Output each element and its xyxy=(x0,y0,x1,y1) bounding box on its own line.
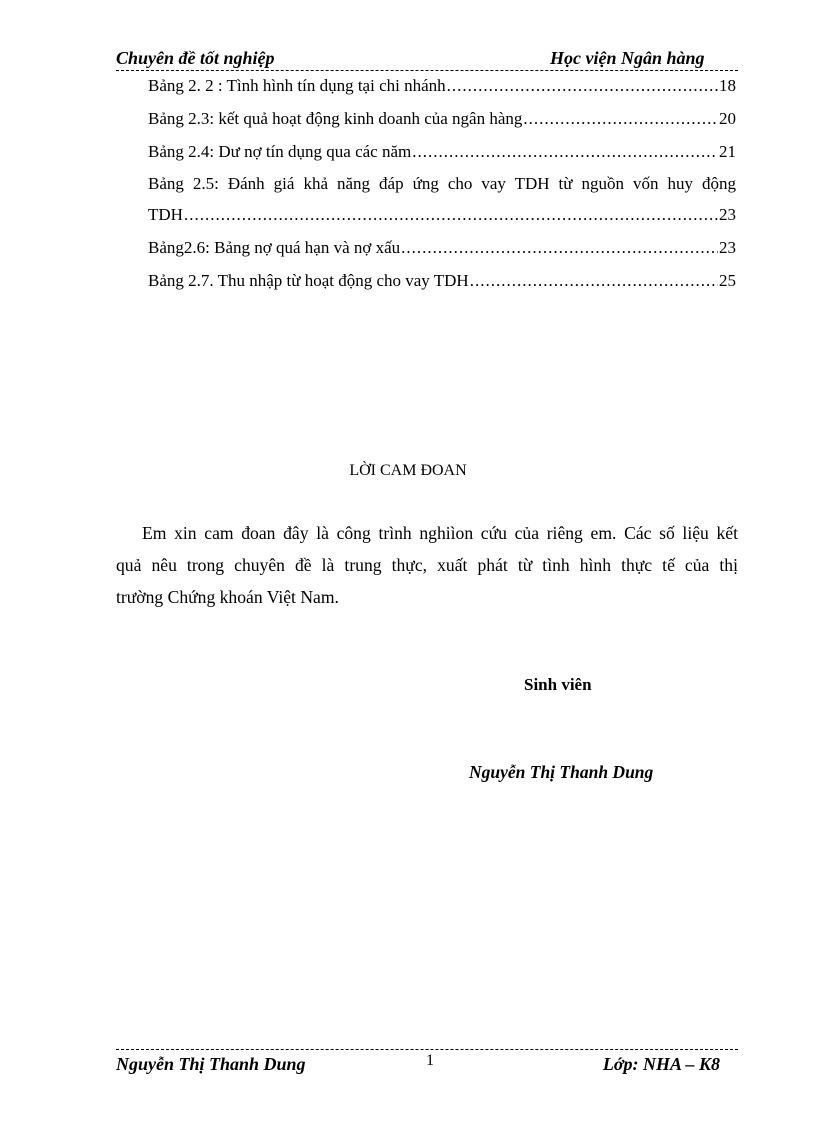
toc-entry-label: Bảng 2.4: Dư nợ tín dụng qua các năm xyxy=(148,142,412,161)
toc-entry-page: 23 xyxy=(719,238,736,257)
toc-entry xyxy=(148,205,736,229)
header-left-title: Chuyên đề tốt nghiệp xyxy=(116,48,275,68)
toc-leader-dots xyxy=(184,205,718,225)
signature-label: Sinh viên xyxy=(524,675,592,694)
toc-entry xyxy=(148,142,736,166)
toc-entry-wrapped-line: Bảng 2.5: Đánh giá khả năng đáp ứng cho vay TDH từ nguồn vốn huy động xyxy=(148,174,736,193)
toc-leader-dots xyxy=(470,271,718,291)
declaration-title: LỜI CAM ĐOAN xyxy=(349,462,467,479)
toc-leader-dots xyxy=(412,142,718,162)
toc-entry-page: 21 xyxy=(719,142,736,161)
toc-entry xyxy=(148,109,736,133)
header-divider xyxy=(116,70,738,71)
footer-class: Lớp: NHA – K8 xyxy=(602,1054,720,1074)
toc-entry-page: 23 xyxy=(719,205,736,224)
toc-entry-page: 18 xyxy=(719,76,736,95)
signature-name: Nguyễn Thị Thanh Dung xyxy=(469,762,654,782)
toc-entry-label: Bảng 2.3: kết quả hoạt động kinh doanh của ngân hàng xyxy=(148,109,523,128)
footer-divider xyxy=(116,1049,738,1050)
footer-author: Nguyễn Thị Thanh Dung xyxy=(116,1054,306,1074)
page-footer xyxy=(116,1044,738,1084)
toc-leader-dots xyxy=(447,76,718,96)
toc-entry-label: Bảng2.6: Bảng nợ quá hạn và nợ xấu xyxy=(148,238,401,257)
paragraph-line: trường Chứng khoán Việt Nam. xyxy=(116,587,339,607)
paragraph-line: quả nêu trong chuyên đề là trung thực, xuất phát từ tình hình thực tế của thị xyxy=(116,555,738,575)
toc-leader-dots xyxy=(401,238,718,258)
header-right-title: Học viện Ngân hàng xyxy=(550,48,705,68)
toc-entry xyxy=(148,271,736,295)
toc-entry-label: Bảng 2.7. Thu nhập từ hoạt động cho vay TDH xyxy=(148,271,469,290)
toc-entry xyxy=(148,76,736,100)
toc-entry-label: Bảng 2. 2 : Tình hình tín dụng tại chi nhánh xyxy=(148,76,446,95)
page-number: 1 xyxy=(426,1052,434,1069)
toc-entry-page: 25 xyxy=(719,271,736,290)
toc-leader-dots xyxy=(523,109,718,129)
toc-entry-page: 20 xyxy=(719,109,736,128)
page-header xyxy=(116,48,738,72)
toc-entry xyxy=(148,238,736,262)
paragraph-line: Em xin cam đoan đây là công trình nghiìon cứu của riêng em. Các số liệu kết xyxy=(142,523,738,543)
toc-entry-label: TDH xyxy=(148,205,183,224)
